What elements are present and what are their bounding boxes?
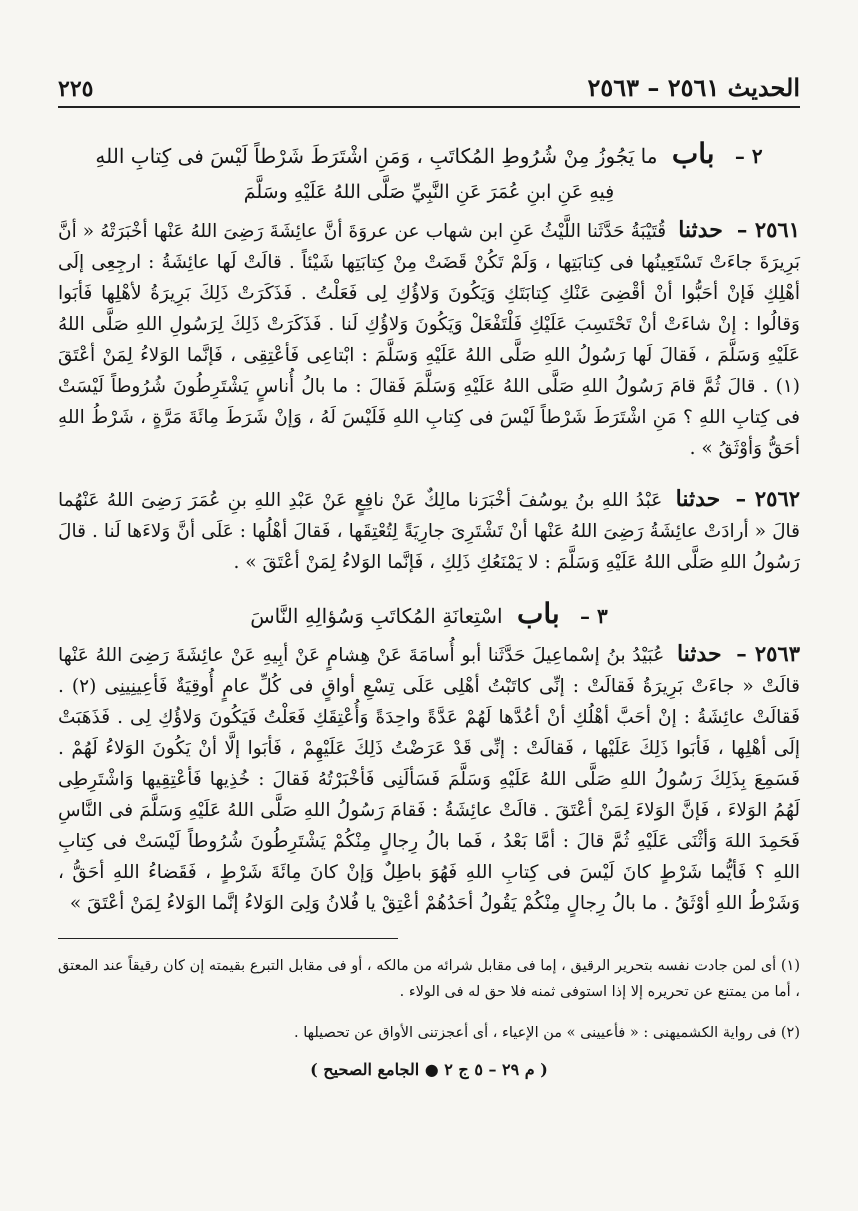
hadith-number: ٢٥٦١ – <box>736 217 800 242</box>
chapter-2-heading <box>58 136 800 210</box>
hadith-number: ٢٥٦٣ – <box>736 641 800 666</box>
hadith-2561 <box>58 214 800 464</box>
haddathana-label: حدثنا <box>678 217 723 243</box>
running-head <box>58 60 800 108</box>
signature-mark: ( م ٢٩ – ٥ ج ٢ ● الجامع الصحيح ) <box>310 1060 548 1079</box>
hadith-2562 <box>58 483 800 578</box>
chapter-number: ٢ – <box>734 144 763 168</box>
hadith-text: قُتَيْبَةُ حَدَّثَنا اللَّيْثُ عَنِ ابن شهاب عن عروَةَ أنَّ عائِشَةَ رَضِىَ اللهُ عَنْها أخْبَرَتْهُ « أنَّ بَرِيرَةَ جاءَتْ تَسْتَعِينُها فى كِتابَتِها ، وَلَمْ تَكُنْ قَضَتْ مِنْ كِتابَتِها شَيْئاً . قالَتْ لَها عائِشَةُ : ارجِعِى إلَى أهْلِكِ فَإنْ أحَبُّوا أنْ أقْضِىَ عَنْكِ كِتابَتَكِ وَيَكُونَ وَلاؤُكِ لِى فَعَلْتُ . فَذَكَرَتْ ذَلِكَ بَرِيرَةُ لأهْلِها فَأبَوا وَقالُوا : إنْ شاءَتْ أنْ تَحْتَسِبَ عَلَيْكِ فَلْتَفْعَلْ وَيَكُونَ وَلاؤُكِ لَنا . فَذَكَرَتْ ذَلِكَ لِرَسُولِ اللهِ صَلَّى اللهُ عَلَيْهِ وَسَلَّمَ ، فَقالَ لَها رَسُولُ اللهِ صَلَّى اللهُ عَلَيْهِ وَسَلَّمَ : ابْتاعِى فَأعْتِقِى ، فَإنَّما الوَلاءُ لِمَنْ أعْتَقَ (١) . قالَ ثُمَّ قامَ رَسُولُ اللهِ صَلَّى اللهُ عَلَيْهِ وَسَلَّمَ فَقالَ : ما بالُ أُناسٍ يَشْتَرِطُونَ شُرُوطاً لَيْسَتْ فى كِتابِ اللهِ ؟ مَنِ اشْتَرَطَ شَرْطاً لَيْسَ فى كِتابِ اللهِ فَلَيْسَ لَهُ ، وَإنْ شَرَطَ مِائَةَ مَرَّةٍ ، شَرْطُ اللهِ أحَقُّ وَأوْثَقُ » . <box>58 221 800 459</box>
hadith-2563 <box>58 638 800 919</box>
chapter-title: ما يَجُوزُ مِنْ شُرُوطِ المُكاتَبِ ، وَمَنِ اشْتَرَطَ شَرْطاً لَيْسَ فى كِتابِ اللهِ <box>95 144 658 168</box>
page-number: ٢٢٥ <box>58 76 94 102</box>
haddathana-label: حدثنا <box>676 641 722 667</box>
hadith-text: عُبَيْدُ بنُ إسْماعِيلَ حَدَّثَنا أبو أُسامَةَ عَنْ هِشامٍ عَنْ أبِيهِ عَنْ عائِشَةَ رَضِىَ اللهُ عَنْها قالَتْ « جاءَتْ بَرِيرَةُ فَقالَتْ : إنِّى كاتَبْتُ أهْلِى عَلَى تِسْعِ أواقٍ فى كُلِّ عامٍ أُوقِيَةٌ فَأعِينِينِى (٢) . فَقالَتْ عائِشَةُ : إنْ أحَبَّ أهْلُكِ أنْ أعُدَّها لَهُمْ عَدَّةً واحِدَةً وَأُعْتِقَكِ فَعَلْتُ فَيَكُونَ وَلاؤُكِ لِى . فَذَهَبَتْ إلَى أهْلِها ، فَأبَوا ذَلِكَ عَلَيْها ، فَقالَتْ : إنِّى قَدْ عَرَضْتُ ذَلِكَ عَلَيْهِمْ ، فَأبَوا إلَّا أنْ يَكُونَ الوَلاءُ لَهُمْ . فَسَمِعَ بِذَلِكَ رَسُولُ اللهِ صَلَّى اللهُ عَلَيْهِ وَسَلَّمَ فَسَألَنِى فَأخْبَرْتُهُ فَقالَ : خُذِيها فَأعْتِقِيها وَاشْتَرِطِى لَهُمُ الوَلاءَ ، فَإنَّ الوَلاءَ لِمَنْ أعْتَقَ . قالَتْ عائِشَةُ : فَقامَ رَسُولُ اللهِ صَلَّى اللهُ عَلَيْهِ وَسَلَّمَ فى النَّاسِ فَحَمِدَ اللهَ وَأثْنَى عَلَيْهِ ثُمَّ قالَ : أمَّا بَعْدُ ، فَما بالُ رِجالٍ مِنْكُمْ يَشْتَرِطُونَ شُرُوطاً لَيْسَتْ فى كِتابِ اللهِ ؟ فَأيُّما شَرْطٍ كانَ لَيْسَ فى كِتابِ اللهِ فَهُوَ باطِلٌ وَإنْ كانَ مِائَةَ شَرْطٍ ، فَقَضاءُ اللهِ أحَقُّ ، وَشَرْطُ اللهِ أوْثَقُ . ما بالُ رِجالٍ مِنْكُمْ يَقُولُ أحَدُهُمْ أعْتِقْ يا فُلانُ وَلِىَ الوَلاءُ إنَّما الوَلاءُ لِمَنْ أعْتَقَ » <box>58 645 800 914</box>
footnote-2: (٢) فى رواية الكشميهنى : « فأعيينى » من الإعياء ، أى أعجزتنى الأواق عن تحصيلها . <box>294 1024 800 1041</box>
chapter-subtitle: فِيهِ عَنِ ابنِ عُمَرَ عَنِ النَّبِيِّ صَلَّى اللهُ عَلَيْهِ وسَلَّمَ <box>243 181 615 203</box>
chapter-3-heading <box>58 596 800 634</box>
running-title: الحديث ٢٥٦١ – ٢٥٦٣ <box>587 73 800 102</box>
bab-label: باب <box>671 137 715 170</box>
chapter-number: ٣ – <box>580 604 608 628</box>
footnote-divider <box>58 938 398 939</box>
bab-label: باب <box>516 597 560 630</box>
hadith-text: عَبْدُ اللهِ بنُ يوسُفَ أخْبَرَنا مالِكٌ عَنْ نافِعٍ عَنْ عَبْدِ اللهِ بنِ عُمَرَ رَضِىَ اللهُ عَنْهُما قالَ « أرادَتْ عائِشَةُ رَضِىَ اللهُ عَنْها أنْ تَشْتَرِىَ جارِيَةً لِتُعْتِقَها ، فَقالَ أهْلُها : عَلَى أنَّ وَلاءَها لَنا . قالَ رَسُولُ اللهِ صَلَّى اللهُ عَلَيْهِ وَسَلَّمَ : لا يَمْنَعُكِ ذَلِكِ ، فَإنَّما الوَلاءُ لِمَنْ أعْتَقَ » . <box>58 489 800 573</box>
footnote-1: (١) أى لمن جادت نفسه بتحرير الرقيق ، إما فى مقابل شرائه من مالكه ، أو فى مقابل التبرع بقيمته إن كان رقيقاً عند المعتق ، أما من يمتنع عن تحريره إلا إذا استوفى ثمنه فلا حق له فى الولاء . <box>58 958 800 1000</box>
haddathana-label: حدثنا <box>675 485 721 512</box>
hadith-number: ٢٥٦٢ – <box>735 485 801 511</box>
chapter-title: اسْتِعانَةِ المُكاتَبِ وَسُؤالِهِ النَّاسَ <box>250 604 503 628</box>
